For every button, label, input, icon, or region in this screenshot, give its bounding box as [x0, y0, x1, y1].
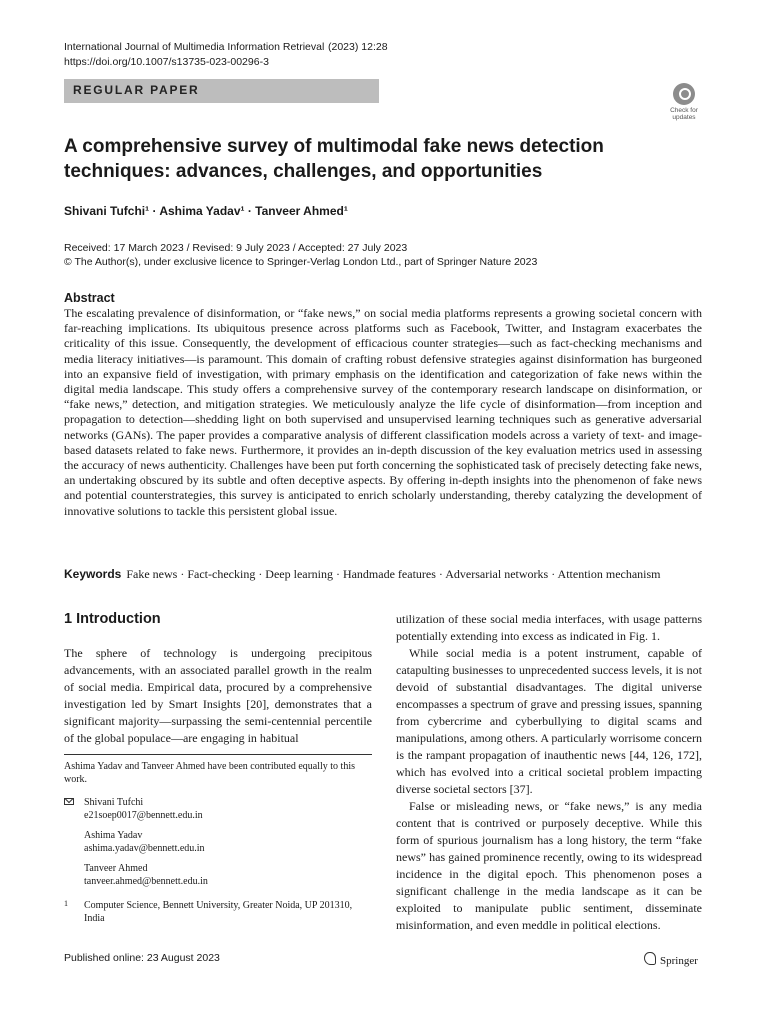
contact-email[interactable]: ashima.yadav@bennett.edu.in	[84, 842, 205, 854]
check-updates-text: Check for updates	[670, 107, 698, 121]
intro-paragraph: While social media is a potent instrument, capable of catapulting businesses to unprecedented success levels, it is not devoid of substantial disadvantages. The digital universe encompasses a spectrum of grave and pressing issues, spanning from cybercrime and cyberbullying to digital scams and manipulations, among others. A particularly worrisome concern is the rampant propagation of inauthentic news [44, 126, 172], which has evolved into a critical societal problem impacting diverse societal sectors [37].	[396, 646, 702, 796]
publisher-name: Springer	[660, 955, 698, 967]
article-type-banner	[64, 79, 379, 103]
intro-right-column	[396, 611, 702, 934]
envelope-icon	[64, 798, 74, 805]
contact-name: Tanveer Ahmed	[84, 863, 148, 874]
keywords	[64, 567, 724, 582]
springer-horse-icon	[644, 952, 656, 965]
intro-paragraph: utilization of these social media interfaces, with usage patterns potentially extending into excess as indicated in Fig. 1.	[396, 612, 702, 643]
submission-dates: Received: 17 March 2023 / Revised: 9 July 2023 / Accepted: 27 July 2023	[64, 242, 408, 254]
affiliation-text: Computer Science, Bennett University, Greater Noida, UP 201310, India	[84, 900, 353, 924]
keywords-label: Keywords	[64, 567, 122, 581]
contact-email[interactable]: tanveer.ahmed@bennett.edu.in	[84, 875, 208, 887]
contact-name: Ashima Yadav	[84, 830, 143, 841]
contact-entry	[64, 830, 372, 855]
abstract-heading: Abstract	[64, 291, 115, 305]
keywords-text: Fake news · Fact-checking · Deep learning · Handmade features · Adversarial networks · Attention mechanism	[126, 567, 661, 581]
contact-email[interactable]: e21soep0017@bennett.edu.in	[84, 809, 203, 821]
contribution-footnote: Ashima Yadav and Tanveer Ahmed have been contributed equally to this work.	[64, 761, 355, 785]
contact-entry	[64, 863, 372, 888]
copyright-notice: © The Author(s), under exclusive licence to Springer-Verlag London Ltd., part of Springer Nature 2023	[64, 256, 538, 268]
journal-name: International Journal of Multimedia Information Retrieval	[64, 41, 325, 53]
published-date: Published online: 23 August 2023	[64, 952, 220, 964]
check-for-updates-button[interactable]	[664, 83, 704, 125]
check-updates-icon	[673, 83, 695, 105]
publisher-logo	[644, 952, 698, 967]
paper-title: A comprehensive survey of multimodal fake news detection techniques: advances, challenges, and opportunities	[64, 136, 604, 182]
section-heading-introduction: 1 Introduction	[64, 611, 161, 627]
abstract-body: The escalating prevalence of disinformation, or “fake news,” on social media platforms represents a growing societal concern with far-reaching implications. Its ubiquitous presence across platforms such as Facebook, Twitter, and Instagram exacerbates the criticality of this issue. Consequently, the development of efficacious counter strategies—such as fact-checking mechanisms and media literacy initiatives—is paramount. This domain of crafting robust defensive strategies against disinformation has burgeoned into an expansive field of investigation, with primary emphasis on the identification and categorization of fake news within the digital media landscape. This study offers a comprehensive survey of the contemporary research landscape on disinformation, or “fake news,” detection, and mitigation strategies. We meticulously analyze the life cycle of disinformation—from inception and propagation to detection—shedding light on both supervised and unsupervised learning techniques such as generative adversarial networks (GANs). The paper provides a comparative analysis of different classification models across a variety of text- and image-based datasets related to fake news. Furthermore, it provides an in-depth discussion of the key evaluation metrics used in assessing the accuracy of news authenticity. Challenges have been put forth concerning the sophisticated task of precisely detecting fake news, an undertaking obscured by its subtle and often deceptive aspects. By offering in-depth insights into the phenomenon of fake news and potential counterstrategies, this survey is anticipated to enrich scholarly understanding, thereby catalyzing the development of innovative solutions to tackle this persistent global issue.	[64, 306, 702, 518]
contact-name: Shivani Tufchi	[84, 797, 144, 808]
journal-volume: (2023) 12:28	[328, 41, 388, 53]
doi-link[interactable]: https://doi.org/10.1007/s13735-023-00296-3	[64, 56, 269, 68]
footnote-divider	[64, 754, 372, 755]
affiliation-number: 1	[64, 899, 68, 908]
author-list: Shivani Tufchi¹ · Ashima Yadav¹ · Tanveer Ahmed¹	[64, 204, 348, 218]
author-contacts	[64, 797, 372, 896]
intro-paragraph: False or misleading news, or “fake news,” is any media content that is contrived or purposely deceptive. While this form of spurious journalism has a long history, the term “fake news” has gained prominence recently, owing to its widespread incidence in the digital epoch. This phenomenon poses a significant challenge in the media landscape as it can be exploited to manipulate public sentiment, disseminate misinformation, and even meddle in political elections.	[396, 799, 702, 932]
article-type-label: REGULAR PAPER	[73, 83, 200, 97]
contact-entry	[64, 797, 372, 822]
intro-left-paragraph: The sphere of technology is undergoing precipitous advancements, with an associated parallel growth in the realm of social media. Empirical data, procured by a comprehensive investigation led by Smart Insights [20], demonstrates that a significant majority—surpassing the semi-centennial percentile of the global populace—are engaging in habitual	[64, 646, 372, 745]
